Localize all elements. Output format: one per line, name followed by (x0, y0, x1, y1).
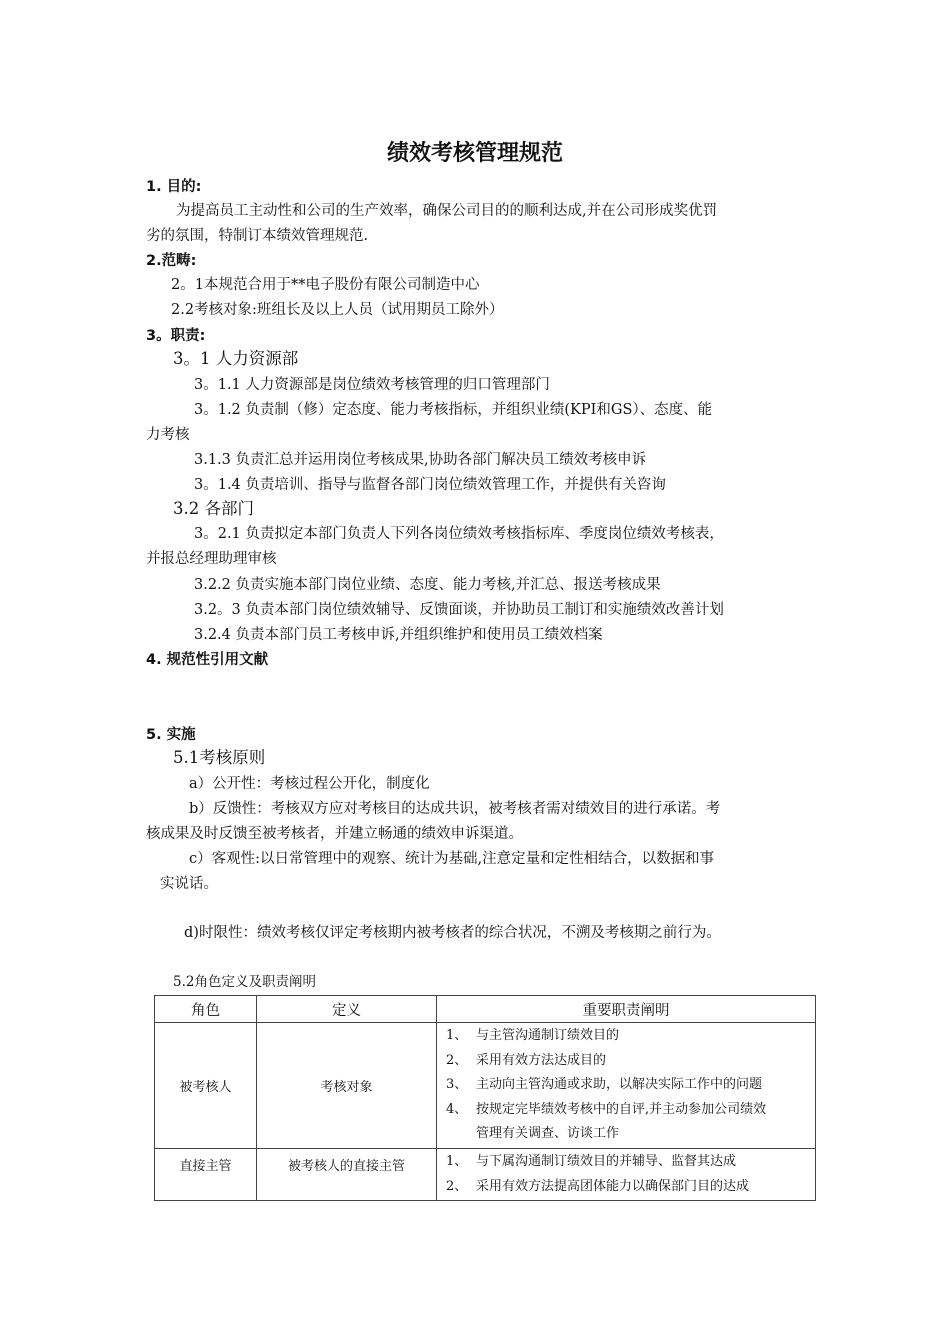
item-3-2-2: 3.2.2 负责实施本部门岗位业绩、态度、能力考核,并汇总、报送考核成果 (194, 577, 661, 593)
duty-number: 1、 (446, 1153, 468, 1169)
table-header-row (155, 996, 816, 1023)
duty-number: 4、 (446, 1101, 468, 1117)
subsection-5-1-heading: 5.1考核原则 (173, 748, 266, 767)
section-4-heading: 4. 规范性引用文献 (146, 652, 269, 668)
section-1-text-line-1: 为提高员工主动性和公司的生产效率，确保公司目的的顺利达成,并在公司形成奖优罚 (176, 203, 718, 219)
item-3-1-2-line-2: 力考核 (146, 427, 190, 443)
subsection-3-2-heading: 3.2 各部门 (173, 499, 254, 518)
principle-a: a）公开性：考核过程公开化，制度化 (189, 776, 430, 792)
role-cell: 直接主管 (155, 1148, 257, 1200)
header-role: 角色 (155, 996, 257, 1023)
principle-c-line-1: c）客观性:以日常管理中的观察、统计为基础,注意定量和定性相结合，以数据和事 (189, 851, 715, 867)
duty-number: 1、 (446, 1028, 468, 1043)
table-row (155, 1148, 816, 1200)
subsection-3-1-heading: 3。1 人力资源部 (173, 349, 299, 368)
duty-item (438, 1098, 814, 1123)
principle-c-line-2: 实说话。 (160, 876, 218, 892)
duties-cell (437, 1148, 816, 1200)
duty-item (438, 1150, 814, 1175)
duty-text: 采用有效方法提高团体能力以确保部门目的达成 (476, 1178, 750, 1194)
section-1-heading: 1. 目的: (146, 179, 202, 195)
item-3-1-3: 3.1.3 负责汇总并运用岗位考核成果,协助各部门解决员工绩效考核申诉 (194, 452, 647, 468)
subsection-5-2-heading: 5.2角色定义及职责阐明 (173, 974, 316, 990)
role-cell: 被考核人 (155, 1023, 257, 1149)
section-2-heading: 2.范畴: (146, 253, 197, 269)
duty-text: 主动向主管沟通或求助，以解决实际工作中的问题 (476, 1077, 763, 1093)
item-3-1-2-line-1: 3。1.2 负责制（修）定态度、能力考核指标，并组织业绩(KPI和GS）、态度、能 (194, 402, 713, 418)
item-3-2-1-line-1: 3。2.1 负责拟定本部门负责人下列各岗位绩效考核指标库、季度岗位绩效考核表， (194, 526, 724, 542)
principle-b-line-2: 核成果及时反馈至被考核者，并建立畅通的绩效申诉渠道。 (146, 826, 523, 842)
document-title: 绩效考核管理规范 (386, 141, 563, 166)
item-3-1-1: 3。1.1 人力资源部是岗位绩效考核管理的归口管理部门 (194, 377, 550, 393)
section-5-heading: 5. 实施 (146, 727, 196, 743)
header-definition: 定义 (257, 996, 437, 1023)
duties-cell (437, 1023, 816, 1149)
duty-item (438, 1175, 814, 1200)
table-row (155, 1023, 816, 1149)
roles-table (154, 995, 816, 1201)
duty-number: 2、 (446, 1178, 468, 1194)
item-3-2-4: 3.2.4 负责本部门员工考核申诉,并组织维护和使用员工绩效档案 (194, 627, 603, 643)
duty-text: 与下属沟通制订绩效目的并辅导、监督其达成 (476, 1153, 737, 1169)
duty-item (438, 1024, 814, 1049)
duty-continuation: 管理有关调查、访谈工作 (476, 1126, 620, 1142)
definition-cell: 考核对象 (257, 1023, 437, 1149)
section-1-text-line-2: 劣的氛围，特制订本绩效管理规范. (146, 228, 369, 244)
duty-text: 按规定完毕绩效考核中的自评,并主动参加公司绩效 (476, 1101, 767, 1117)
item-3-2-1-line-2: 并报总经理助理审核 (146, 551, 277, 567)
duty-number: 3、 (446, 1077, 468, 1093)
section-3-heading: 3。职责: (146, 328, 206, 344)
duty-text: 与主管沟通制订绩效目的 (476, 1028, 620, 1043)
duty-item (438, 1049, 814, 1074)
duty-number: 2、 (446, 1052, 468, 1068)
item-3-1-4: 3。1.4 负责培训、指导与监督各部门岗位绩效管理工作，并提供有关咨询 (194, 477, 666, 493)
duty-item (438, 1073, 814, 1098)
definition-cell: 被考核人的直接主管 (257, 1148, 437, 1200)
item-3-2-3: 3.2。3 负责本部门岗位绩效辅导、反馈面谈，并协助员工制订和实施绩效改善计划 (194, 602, 724, 618)
principle-b-line-1: b）反馈性：考核双方应对考核目的达成共识，被考核者需对绩效目的进行承诺。考 (189, 801, 721, 817)
header-duties: 重要职责阐明 (437, 996, 816, 1023)
duty-text: 采用有效方法达成目的 (476, 1052, 607, 1068)
section-2-item-1: 2。1本规范合用于**电子股份有限公司制造中心 (171, 277, 480, 293)
section-2-item-2: 2.2考核对象:班组长及以上人员（试用期员工除外） (171, 302, 504, 318)
principle-d: d)时限性：绩效考核仅评定考核期内被考核者的综合状况，不溯及考核期之前行为。 (184, 925, 721, 941)
